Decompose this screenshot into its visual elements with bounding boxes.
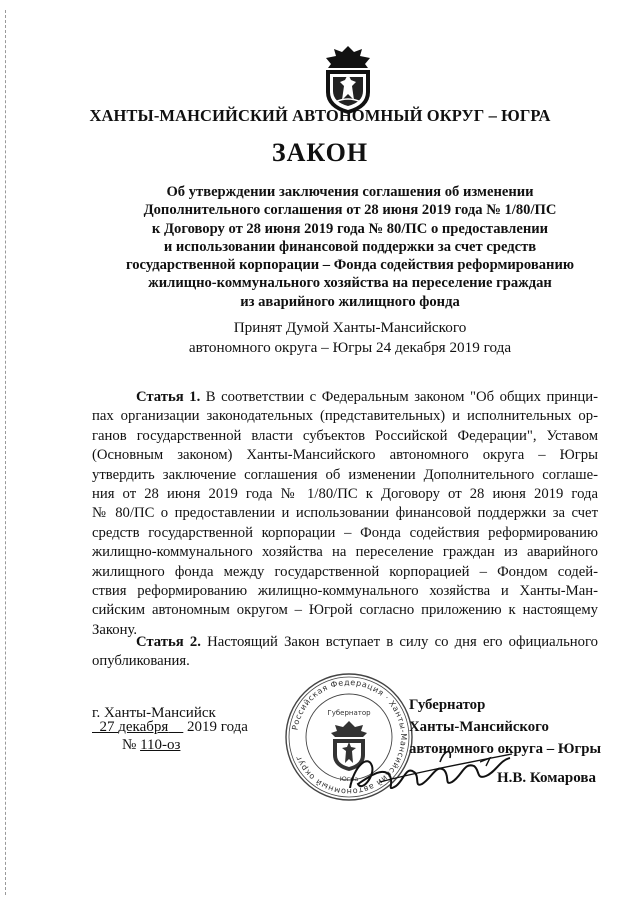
number-value: 110-оз	[140, 737, 181, 753]
article-line: утвердить заключение соглашения об изменении Дополнительного соглаше-	[92, 466, 598, 483]
document-type: ЗАКОН	[271, 138, 369, 167]
seal-bottom-text: Югра	[339, 775, 359, 783]
article-line	[92, 388, 598, 407]
date-month: декабря	[118, 719, 169, 735]
article-line: (Основным законом) Ханты-Мансийского автономного округа – Югры	[92, 447, 598, 464]
title-line: и использовании финансовой поддержки за счет средств	[163, 238, 537, 255]
title-line: Дополнительного соглашения от 28 июня 2019 года № 1/80/ПС	[143, 202, 557, 219]
signatory-name: Н.В. Комарова	[497, 770, 596, 786]
signing-date	[92, 719, 248, 736]
article-1	[92, 388, 598, 640]
article-text: Настоящий Закон вступает в силу со дня его официального	[207, 634, 599, 650]
adoption-line: Принят Думой Ханты-Мансийского	[233, 319, 467, 336]
title-line: Об утверждении заключения соглашения об изменении	[166, 184, 534, 200]
law-title	[100, 183, 600, 311]
article-line: средств государственной корпорации – Фонда содействия реформированию	[92, 524, 598, 541]
article-line: сийским автономным округом – Югрой согласно приложению к настоящему	[92, 602, 598, 619]
title-line: к Договору от 28 июня 2019 года № 80/ПС о предоставлении	[151, 220, 549, 237]
signatory-title-line: автономного округа – Югры	[409, 741, 602, 757]
signatory-title-line: Ханты-Мансийского	[409, 719, 549, 735]
article-line	[92, 633, 598, 652]
law-number	[122, 737, 180, 754]
number-sign: №	[122, 737, 137, 753]
article-line: № 80/ПС о предоставлении и использовании финансовой поддержки за счет	[92, 505, 598, 522]
adoption-line: автономного округа – Югры 24 декабря 2019 года	[188, 339, 512, 356]
date-day-month	[92, 719, 183, 735]
title-line: государственной корпорации – Фонда содействия реформированию	[125, 257, 575, 274]
adoption-note	[140, 318, 560, 358]
title-line: из аварийного жилищного фонда	[240, 293, 460, 310]
handwritten-signature-icon	[340, 736, 520, 806]
article-label: Статья 1.	[136, 389, 201, 405]
article-line: жилищного фонда между государственной корпорацией – Фондом содей-	[92, 563, 598, 580]
seal-inner-text: Губернатор	[327, 709, 371, 717]
region-name: ХАНТЫ-МАНСИЙСКИЙ АВТОНОМНЫЙ ОКРУГ – ЮГРА	[89, 106, 551, 125]
article-line: пах организации законодательных (представительных) и исполнительных ор-	[92, 408, 598, 425]
article-label: Статья 2.	[136, 634, 201, 650]
date-year: 2019 года	[187, 719, 248, 735]
article-2	[92, 633, 598, 672]
article-line: Закону.	[92, 621, 138, 638]
place-of-signing: г. Ханты-Мансийск	[92, 705, 216, 721]
article-line: опубликования.	[92, 653, 190, 670]
article-line: жилищно-коммунального хозяйства на переселение граждан из аварийного	[92, 544, 598, 561]
article-line: ния от 28 июня 2019 года № 1/80/ПС к Договору от 28 июня 2019 года	[92, 485, 598, 502]
article-text: В соответствии с Федеральным законом "Об общих принци-	[205, 389, 599, 405]
article-line: ствия реформированию жилищно-коммунального хозяйства и Ханты-Ман-	[92, 582, 598, 599]
seal-outer-text: Российская Федерация · Ханты-Мансийский автономный округ	[290, 677, 409, 797]
signatory-title-line: Губернатор	[409, 697, 486, 713]
date-day: 27	[99, 719, 115, 735]
title-line: жилищно-коммунального хозяйства на переселение граждан	[148, 275, 552, 292]
article-line: ганов государственной власти субъектов Российской Федерации", Уставом	[92, 427, 598, 444]
